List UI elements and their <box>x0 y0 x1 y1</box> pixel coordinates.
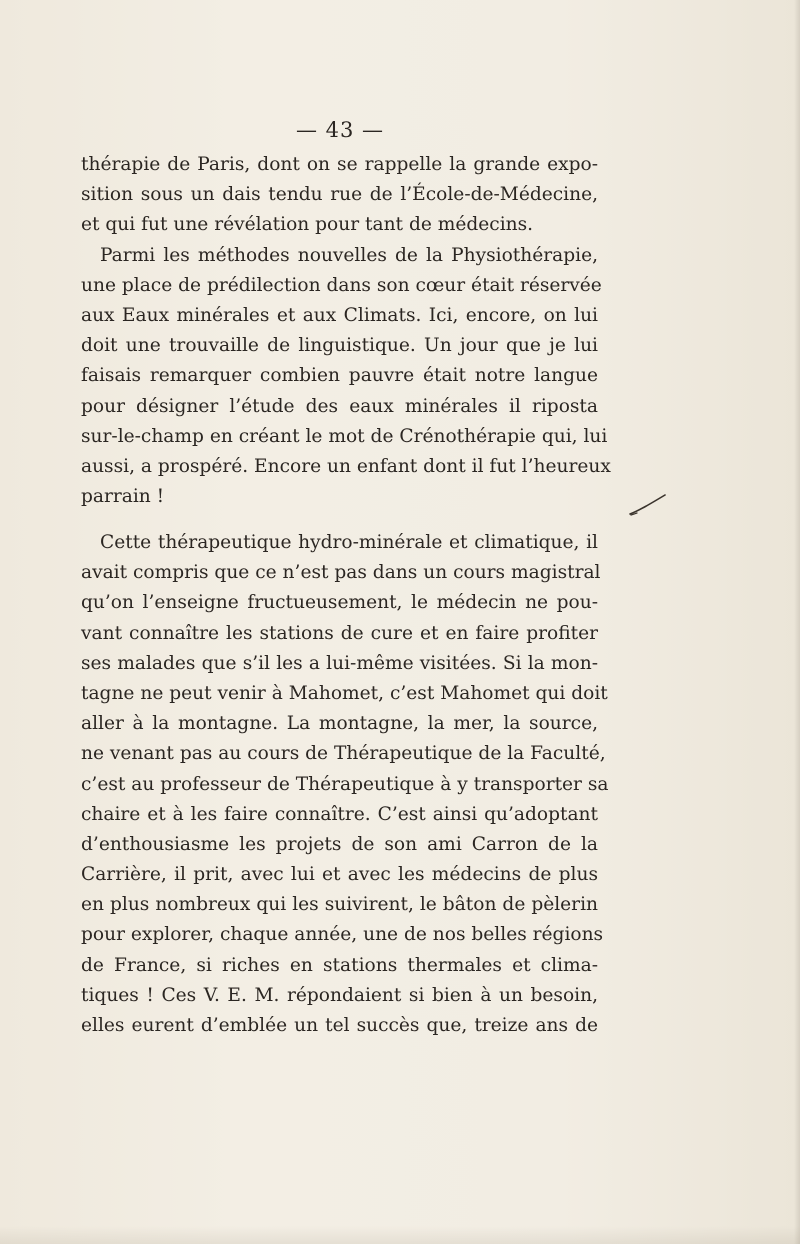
text-line: chaire et à les faire connaître. C’est ainsi qu’adoptant <box>81 803 598 825</box>
text-line: sition sous un dais tendu rue de l’École-de-Médecine, <box>81 184 598 206</box>
text-line: aller à la montagne. La montagne, la mer, la source, <box>81 713 598 735</box>
text-line: thérapie de Paris, dont on se rappelle la grande expo- <box>81 154 598 175</box>
text-line: parrain ! <box>81 486 165 508</box>
text-column-lower <box>81 528 609 1041</box>
text-line: sur-le-champ en créant le mot de Crénothérapie qui, lui <box>81 425 608 447</box>
text-line: pour explorer, chaque année, une de nos belles régions <box>81 924 604 946</box>
text-line: doit une trouvaille de linguistique. Un jour que je lui <box>81 335 598 357</box>
text-line: pour désigner l’étude des eaux minérales il riposta <box>81 395 598 417</box>
text-line: ne venant pas au cours de Thérapeutique de la Faculté, <box>81 743 606 765</box>
text-line: tagne ne peut venir à Mahomet, c’est Mahomet qui doit <box>81 682 608 704</box>
text-line: vant connaître les stations de cure et en faire profiter <box>81 622 598 644</box>
text-line: d’enthousiasme les projets de son ami Carron de la <box>81 833 598 855</box>
text-line: en plus nombreux qui les suivirent, le bâton de pèlerin <box>81 894 598 916</box>
text-line: aux Eaux minérales et aux Climats. Ici, encore, on lui <box>81 304 598 326</box>
text-line: aussi, a prospéré. Encore un enfant dont il fut l’heureux <box>81 455 611 477</box>
text-line: de France, si riches en stations thermales et clima- <box>81 954 598 976</box>
text-line: tiques ! Ces V. E. M. répondaient si bien à un besoin, <box>81 984 598 1006</box>
text-line: ses malades que s’il les a lui-même visitées. Si la mon- <box>81 652 598 674</box>
text-line: Cette thérapeutique hydro-minérale et climatique, il <box>100 532 598 553</box>
text-line: Parmi les méthodes nouvelles de la Physiothérapie, <box>100 244 598 266</box>
text-line: avait compris que ce n’est pas dans un cours magistral <box>81 562 601 584</box>
text-line: et qui fut une révélation pour tant de médecins. <box>81 214 534 236</box>
page-number: — 43 — <box>295 118 385 142</box>
text-line: c’est au professeur de Thérapeutique à y transporter sa <box>81 773 609 795</box>
page-edge-shadow <box>794 0 800 1244</box>
text-line: elles eurent d’emblée un tel succès que, treize ans de <box>81 1015 598 1036</box>
text-line: faisais remarquer combien pauvre était notre langue <box>81 365 598 387</box>
text-line: qu’on l’enseigne fructueusement, le médecin ne pou- <box>81 592 598 614</box>
pencil-mark-icon <box>628 492 668 518</box>
page-bottom-shadow <box>0 1226 800 1244</box>
text-column-upper <box>81 150 611 512</box>
text-line: Carrière, il prit, avec lui et avec les médecins de plus <box>81 864 598 886</box>
text-line: une place de prédilection dans son cœur était réservée <box>81 274 602 296</box>
